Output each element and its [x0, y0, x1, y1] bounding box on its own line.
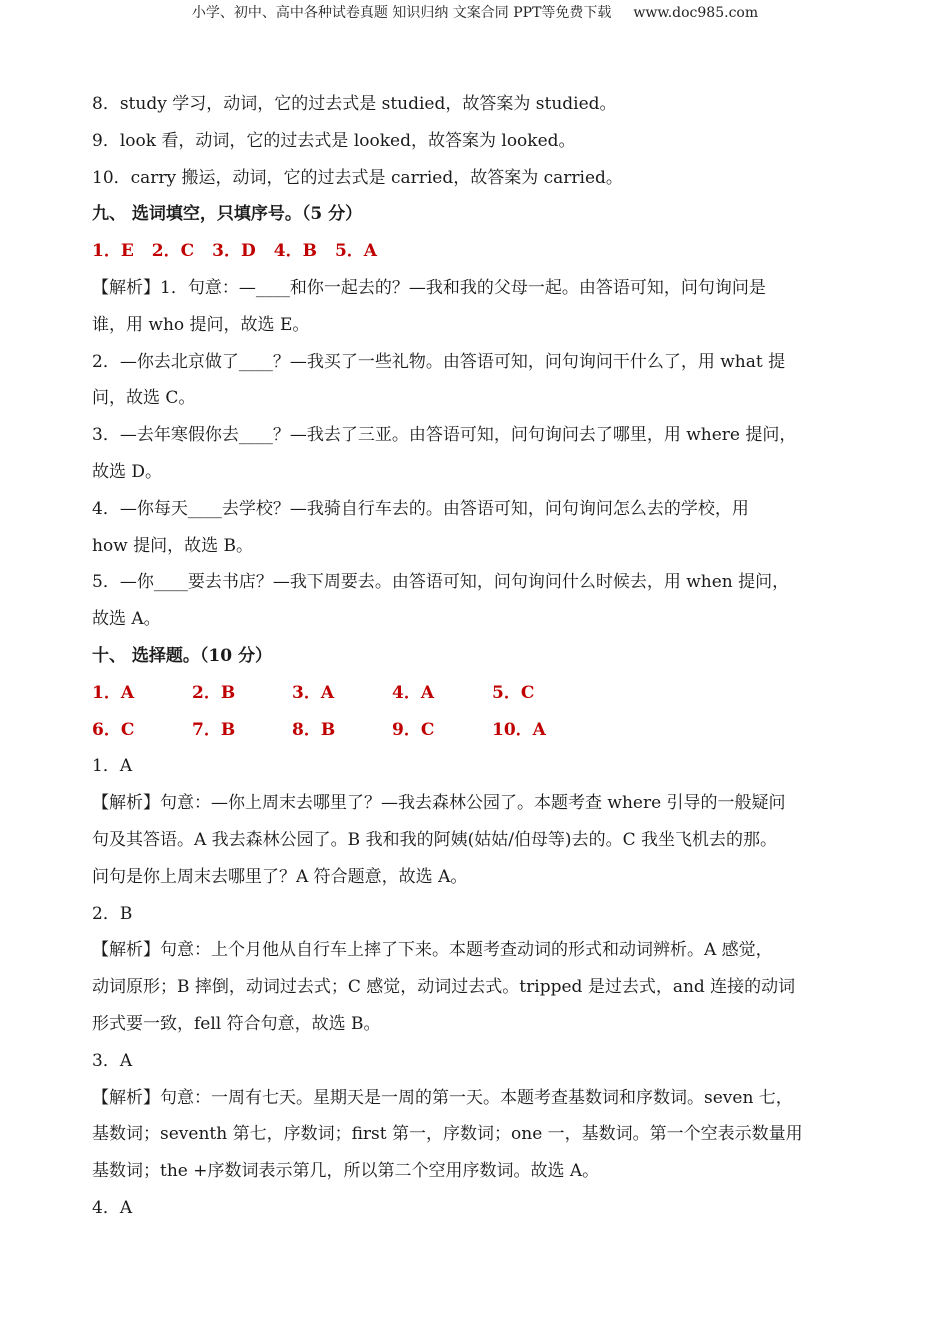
- explanation-line: 4．—你每天____去学校？—我骑自行车去的。由答语可知，问句询问怎么去的学校，用: [92, 498, 749, 519]
- explanation-line: 故选 D。: [92, 461, 163, 482]
- answer: 1．E: [92, 241, 134, 262]
- item-number: 2．B: [92, 903, 133, 924]
- explanation-line: 故选 A。: [92, 609, 161, 630]
- explanation-line: 形式要一致，fell 符合句意，故选 B。: [92, 1013, 381, 1034]
- explanation-line: 2．—你去北京做了____？—我买了一些礼物。由答语可知，问句询问干什么了，用 what 提: [92, 351, 786, 372]
- explanation-line: 基数词；the +序数词表示第几，所以第二个空用序数词。故选 A。: [92, 1161, 600, 1182]
- section-10-answers-row-1: [92, 675, 860, 712]
- explanation-line: 3．—去年寒假你去____？—我去了三亚。由答语可知，问句询问去了哪里，用 where 提问，: [92, 425, 797, 446]
- item-number: 3．A: [92, 1050, 133, 1071]
- answer: 6．C: [92, 719, 135, 740]
- answer: 4．A: [392, 682, 435, 703]
- item-number: 1．A: [92, 756, 133, 777]
- answer: 7．B: [192, 719, 236, 740]
- explanation-line: 谁，用 who 提问，故选 E。: [92, 314, 310, 335]
- explanation-line: 句及其答语。A 我去森林公园了。B 我和我的阿姨(姑姑/伯母等)去的。C 我坐飞机去的那。: [92, 829, 777, 850]
- page-header: [0, 2, 950, 22]
- section-10-answers-row-2: [92, 712, 860, 749]
- answer: 2．C: [151, 241, 195, 262]
- explanation-line: 问句是你上周末去哪里了？A 符合题意，故选 A。: [92, 866, 468, 887]
- answer: 9．C: [392, 719, 435, 740]
- answer: 1．A: [92, 682, 135, 703]
- section-9-answers: [92, 233, 860, 270]
- header-url[interactable]: www.doc985.com: [633, 5, 759, 21]
- header-text: 小学、初中、高中各种试卷真题 知识归纳 文案合同 PPT等免费下载: [191, 5, 612, 21]
- answer: 5．A: [334, 241, 377, 262]
- answer: 3．A: [292, 682, 335, 703]
- answer-line-9: 9．look 看，动词，它的过去式是 looked，故答案为 looked。: [92, 130, 576, 151]
- answer: 4．B: [273, 241, 317, 262]
- answer: 2．B: [192, 682, 236, 703]
- document-body: [92, 86, 860, 1227]
- explanation-line: 【解析】句意：上个月他从自行车上摔了下来。本题考查动词的形式和动词辨析。A 感觉，: [92, 940, 773, 961]
- answer-line-10: 10．carry 搬运，动词，它的过去式是 carried，故答案为 carried。: [92, 167, 623, 188]
- answer: 8．B: [292, 719, 336, 740]
- explanation-line: 问，故选 C。: [92, 388, 196, 409]
- explanation-line: 5．—你____要去书店？—我下周要去。由答语可知，问句询问什么时候去，用 when 提问，: [92, 572, 790, 593]
- section-10-title: 十、 选择题。（10 分）: [92, 645, 272, 666]
- explanation-line: 【解析】句意：—你上周末去哪里了？—我去森林公园了。本题考查 where 引导的一般疑问: [92, 793, 786, 814]
- answer: 5．C: [492, 682, 535, 703]
- explanation-line: 基数词；seventh 第七，序数词；first 第一，序数词；one 一，基数词。第一个空表示数量用: [92, 1124, 803, 1145]
- explanation-line: 【解析】句意：一周有七天。星期天是一周的第一天。本题考查基数词和序数词。seven 七，: [92, 1087, 793, 1108]
- explanation-line: 动词原形；B 摔倒，动词过去式；C 感觉，动词过去式。tripped 是过去式，and 连接的动词: [92, 977, 796, 998]
- explanation-line: 【解析】1．句意：—____和你一起去的？—我和我的父母一起。由答语可知，问句询问是: [92, 277, 766, 298]
- answer: 10．A: [492, 719, 546, 740]
- answer-line-8: 8．study 学习，动词，它的过去式是 studied，故答案为 studied。: [92, 94, 617, 114]
- explanation-line: how 提问，故选 B。: [92, 535, 254, 556]
- answer: 3．D: [212, 241, 256, 262]
- section-9-title: 九、 选词填空，只填序号。（5 分）: [92, 204, 363, 225]
- item-number: 4．A: [92, 1197, 133, 1218]
